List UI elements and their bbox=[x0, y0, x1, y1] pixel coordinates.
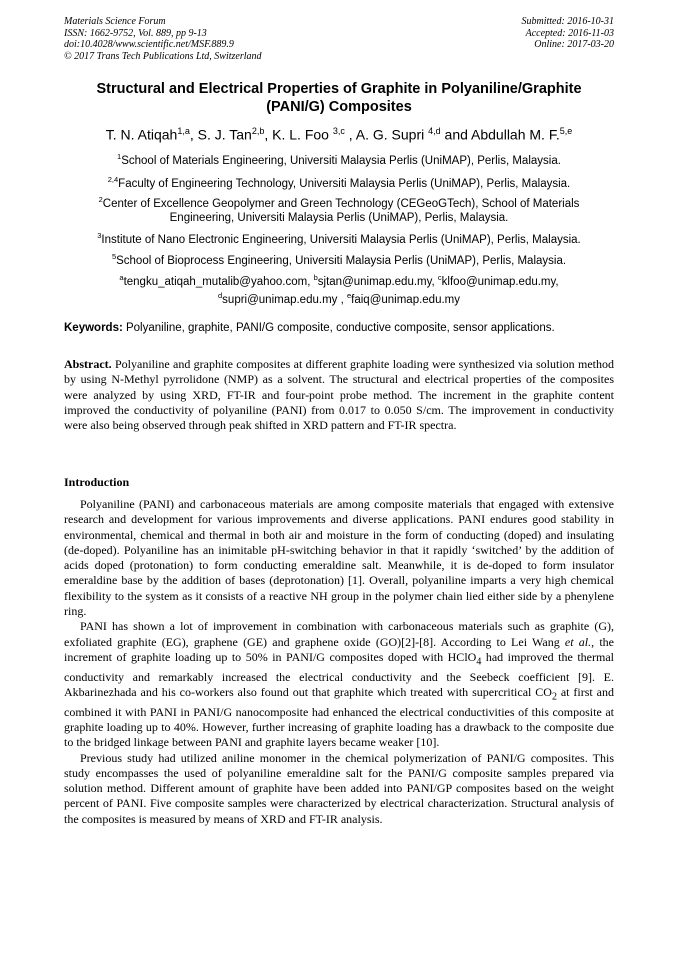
keywords bbox=[64, 321, 614, 335]
paragraph: PANI has shown a lot of improvement in combination with carbonaceous materials such as graphite (G), exfoliated graphite (EG), graphene (GE) and graphene oxide (GO)[2]-[8]. According to Lei Wang et al., the increment of graphite loading up to 50% in PANI/G composites doped with HClO$_4$ had improved the thermal conductivity and remarkably increased the electrical conductivity and the Seebeck coefficient [9]. E. Akbarinezhada and his co-workers also found out that graphite which treated with supercritical $CO_2$ at first and combined it with PANI in PANI/G nanocomposite had enhanced the electrical conductivities of this composite at graphite loading up to 40%. However, further increasing of graphite loading has a drawback to the composite due to the bridged linkage between PANI and graphite layers became weaker [10]. bbox=[64, 619, 614, 750]
affiliation-text: School of Bioprocess Engineering, Universiti Malaysia Perlis (UniMAP), Perlis, Malaysia. bbox=[116, 254, 567, 267]
affiliation bbox=[70, 250, 608, 268]
email-line bbox=[70, 289, 608, 307]
email-address[interactable]: klfoo@unimap.edu.my, bbox=[441, 275, 559, 288]
author-affiliation-mark: 5,e bbox=[559, 126, 573, 136]
doi-line[interactable]: doi:10.4028/www.scientific.net/MSF.889.9 bbox=[64, 39, 234, 50]
affiliation bbox=[72, 193, 606, 225]
keywords-label: Keywords: bbox=[64, 322, 123, 334]
author-affiliation-mark: 3,c bbox=[332, 126, 345, 136]
introduction-body bbox=[64, 497, 614, 827]
author-separator: , bbox=[264, 126, 273, 143]
email-address[interactable]: tengku_atiqah_mutalib@yahoo.com, bbox=[123, 275, 314, 288]
title-line: Structural and Electrical Properties of Graphite in Polyaniline/Graphite bbox=[96, 81, 582, 97]
submission-dates bbox=[522, 16, 615, 51]
affiliation-text: School of Materials Engineering, Universiti Malaysia Perlis (UniMAP), Perlis, Malaysia. bbox=[121, 154, 561, 167]
abstract-text: Polyaniline and graphite composites at different graphite loading were synthesized via solution method by using N-Methyl pyrrolidone (NMP) as a solvent. The structural and electrical properties of the composites were analyzed by using XRD, FT-IR and four-point probe method. The increment in the graphite content improved the conductivity of polyaniline (PANI) from 0.017 to 0.050 S/cm. The improvement in conductivity were also being observed through peak shifted in XRD pattern and FT-IR spectra. bbox=[64, 357, 614, 433]
email-mark: e bbox=[346, 290, 352, 300]
submitted-date: Submitted: 2016-10-31 bbox=[521, 16, 614, 27]
affiliation-text: Institute of Nano Electronic Engineering, Universiti Malaysia Perlis (UniMAP), Perlis, Malaysia. bbox=[101, 233, 581, 246]
affiliation bbox=[70, 150, 608, 168]
email-address[interactable]: faiq@unimap.edu.my bbox=[351, 293, 460, 306]
email-list bbox=[70, 271, 608, 307]
affiliation-mark: 5 bbox=[111, 252, 117, 261]
online-date: Online: 2017-03-20 bbox=[534, 39, 614, 50]
copyright-line: © 2017 Trans Tech Publications Ltd, Switzerland bbox=[64, 50, 262, 62]
paper-title bbox=[60, 80, 618, 116]
author-list bbox=[40, 122, 638, 144]
paragraph: Polyaniline (PANI) and carbonaceous materials are among composite materials that engaged with extensive research and development for various improvements and diverse applications. PANI endures good stability in environmental, chemical and thermal in both air and moisture in the form of conducting (doped) and insulating (de-doped). Polyaniline has an inimitable pH-switching behavior in that it rapidly ‘switched’ by the addition of acids doped (protonation) to form conducting emeraldine salt. Meanwhile, it is de-doped to form insulator emeraldine base by the addition of bases (deprotonation) [1]. Overall, polyaniline imparts a very high chemical flexibility to the system as it consists of a reactive NH group in the polymer chain lied either side by a phenylene ring. bbox=[64, 497, 614, 619]
section-heading: Introduction bbox=[64, 475, 130, 489]
email-address[interactable]: supri@unimap.edu.my , bbox=[222, 293, 347, 306]
title-line: (PANI/G) Composites bbox=[266, 99, 412, 115]
author-affiliation-mark: 1,a bbox=[177, 126, 190, 136]
author-name: K. L. Foo bbox=[272, 126, 333, 143]
author-name: Abdullah M. F. bbox=[471, 126, 560, 143]
affiliation-mark: 3 bbox=[97, 231, 102, 240]
affiliation-mark: 2 bbox=[98, 195, 103, 204]
keywords-text: Polyaniline, graphite, PANI/G composite, conductive composite, sensor applications. bbox=[122, 322, 555, 334]
author-affiliation-mark: 4,d bbox=[428, 126, 441, 136]
email-mark: a bbox=[119, 273, 124, 282]
paragraph: Previous study had utilized aniline monomer in the chemical polymerization of PANI/G composites. This study encompasses the used of polyaniline emeraldine salt for the PANI/G composite samples prepared via solution method. Different amount of graphite have been added into PANI/GP composites based on the weight percent of PANI. Five composite samples were characterized by electrical characterization. Structural analysis of the composites is measured by means of XRD and FT-IR analysis. bbox=[64, 750, 614, 826]
author-name: A. G. Supri bbox=[355, 126, 429, 143]
email-address[interactable]: sjtan@unimap.edu.my, bbox=[317, 275, 438, 288]
author-affiliation-mark: 2,b bbox=[251, 126, 265, 136]
affiliation-text: Faculty of Engineering Technology, Universiti Malaysia Perlis (UniMAP), Perlis, Malaysia. bbox=[118, 177, 571, 190]
journal-info bbox=[64, 16, 262, 62]
et-al: et al. bbox=[564, 634, 592, 649]
affiliation-mark: 2,4 bbox=[107, 175, 119, 184]
email-mark: b bbox=[313, 273, 318, 282]
affiliation bbox=[70, 229, 608, 247]
affiliation-text: Center of Excellence Geopolymer and Green Technology (CEGeoGTech), School of Materials Engineering, Universiti Malaysia Perlis (UniMAP), Perlis, Malaysia. bbox=[102, 197, 580, 224]
accepted-date: Accepted: 2016-11-03 bbox=[525, 27, 614, 39]
author-separator: and bbox=[440, 126, 472, 143]
abstract bbox=[64, 357, 614, 433]
affiliation bbox=[70, 173, 608, 191]
author-name: T. N. Atiqah bbox=[105, 126, 178, 143]
email-line bbox=[70, 271, 608, 289]
email-mark: c bbox=[437, 273, 442, 282]
journal-name: Materials Science Forum bbox=[64, 16, 166, 27]
email-mark: d bbox=[218, 290, 223, 300]
author-separator: , bbox=[189, 126, 198, 143]
author-name: S. J. Tan bbox=[197, 126, 252, 143]
affiliation-mark: 1 bbox=[117, 152, 122, 161]
abstract-label: Abstract. bbox=[64, 357, 112, 371]
issn-line: ISSN: 1662-9752, Vol. 889, pp 9-13 bbox=[64, 27, 207, 39]
author-separator: , bbox=[344, 126, 356, 143]
